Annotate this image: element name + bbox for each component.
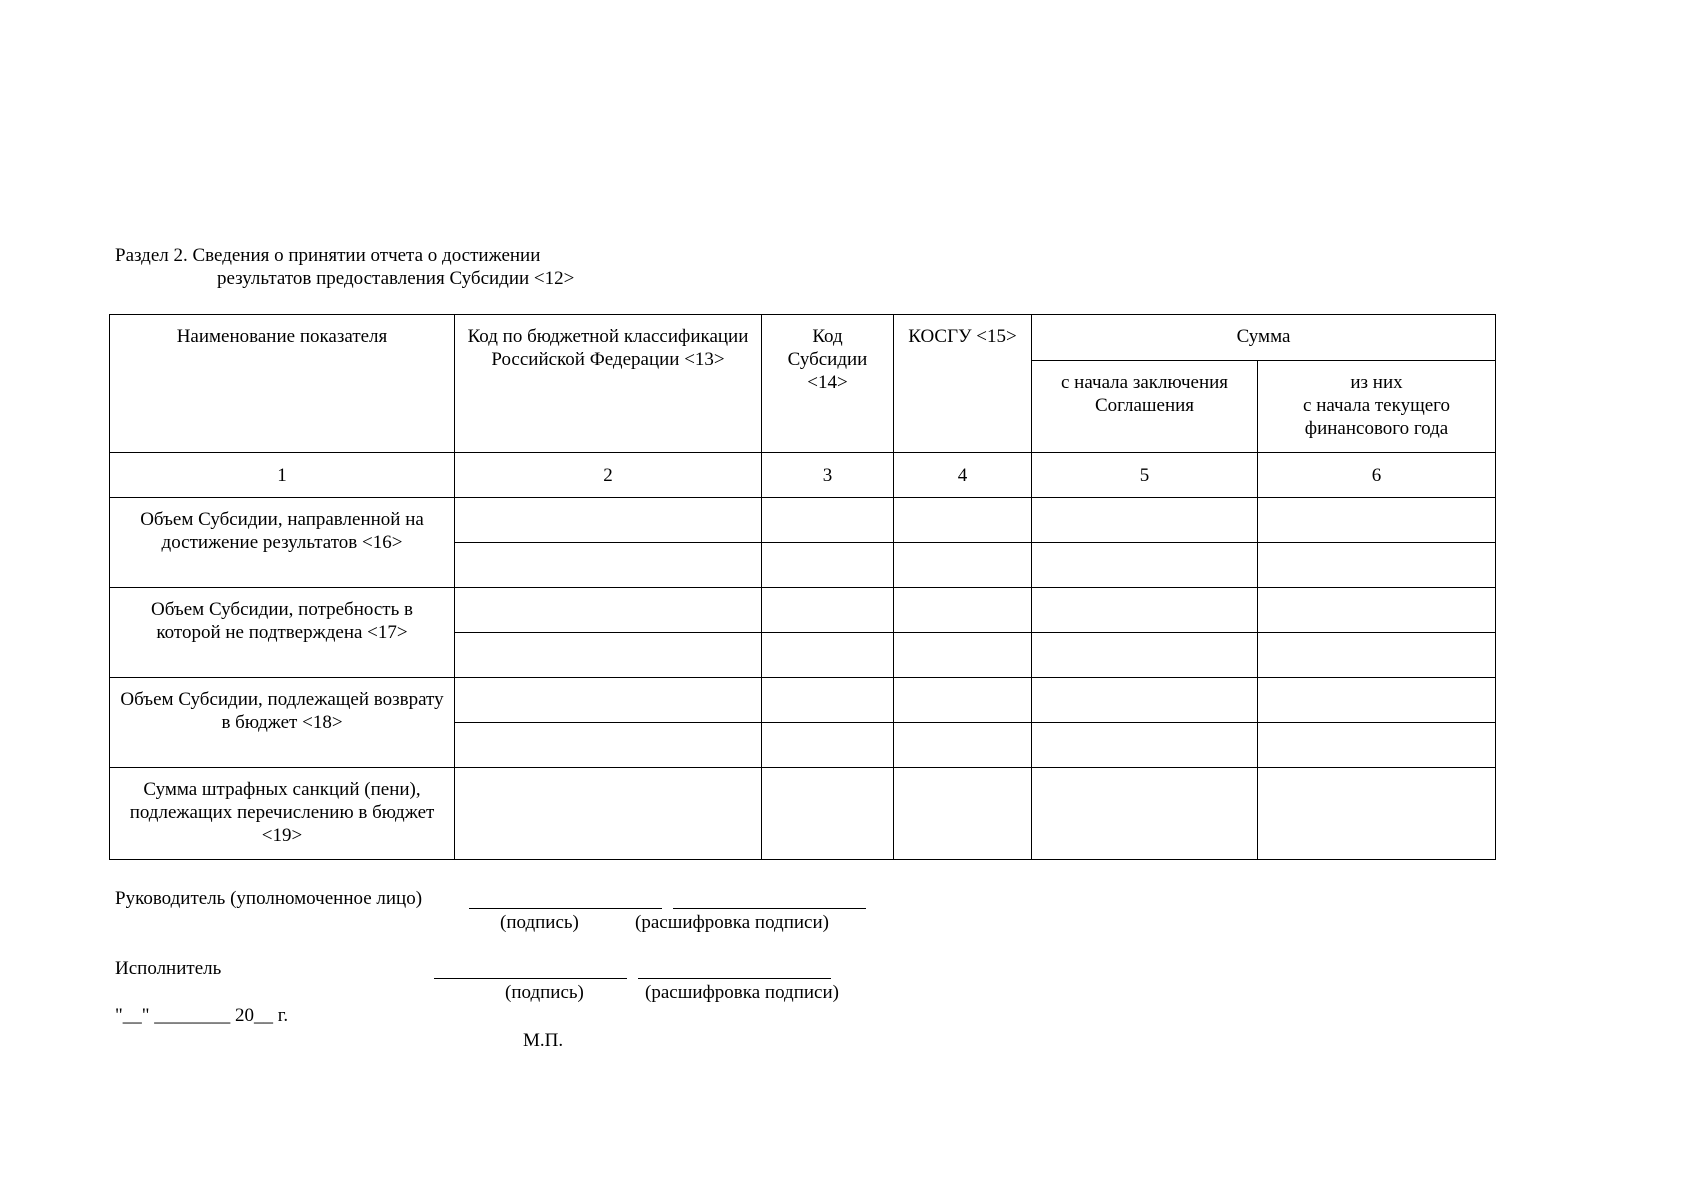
data-cell[interactable] xyxy=(762,678,894,723)
row-label: Объем Субсидии, потребность в которой не подтверждена <17> xyxy=(110,588,455,678)
column-number: 1 xyxy=(110,453,455,498)
header-current-year-l2: с начала текущего финансового года xyxy=(1303,395,1450,439)
data-cell[interactable] xyxy=(894,588,1032,633)
data-cell[interactable] xyxy=(1032,543,1258,588)
header-since-agreement: с начала заключения Соглашения xyxy=(1032,361,1258,453)
data-cell[interactable] xyxy=(894,498,1032,543)
column-number: 5 xyxy=(1032,453,1258,498)
data-cell[interactable] xyxy=(894,723,1032,768)
head-signature-caption: (подпись) xyxy=(500,912,579,933)
head-signature-line[interactable] xyxy=(469,908,662,909)
header-kosgu: КОСГУ <15> xyxy=(894,315,1032,453)
date-line[interactable]: "__" ________ 20__ г. xyxy=(115,1005,289,1026)
column-number: 6 xyxy=(1258,453,1496,498)
data-cell[interactable] xyxy=(894,678,1032,723)
data-cell[interactable] xyxy=(762,633,894,678)
data-cell[interactable] xyxy=(1258,633,1496,678)
header-sum: Сумма xyxy=(1032,315,1496,361)
column-number: 3 xyxy=(762,453,894,498)
section-heading-line2: результатов предоставления Субсидии <12> xyxy=(217,268,575,289)
data-cell[interactable] xyxy=(455,678,762,723)
section-heading-line1: Раздел 2. Сведения о принятии отчета о достижении xyxy=(115,245,541,266)
data-cell[interactable] xyxy=(455,633,762,678)
row-label: Сумма штрафных санкций (пени), подлежащих перечислению в бюджет <19> xyxy=(110,768,455,860)
data-cell[interactable] xyxy=(1032,768,1258,860)
data-cell[interactable] xyxy=(762,498,894,543)
stamp-label: М.П. xyxy=(523,1030,564,1051)
data-cell[interactable] xyxy=(455,768,762,860)
row-label: Объем Субсидии, подлежащей возврату в бюджет <18> xyxy=(110,678,455,768)
data-cell[interactable] xyxy=(1258,498,1496,543)
header-indicator-name: Наименование показателя xyxy=(110,315,455,453)
data-cell[interactable] xyxy=(1032,633,1258,678)
data-cell[interactable] xyxy=(1258,543,1496,588)
head-decryption-line[interactable] xyxy=(673,908,866,909)
row-label: Объем Субсидии, направленной на достижение результатов <16> xyxy=(110,498,455,588)
data-cell[interactable] xyxy=(894,543,1032,588)
column-number: 2 xyxy=(455,453,762,498)
data-cell[interactable] xyxy=(1258,768,1496,860)
data-cell[interactable] xyxy=(1032,588,1258,633)
data-cell[interactable] xyxy=(762,588,894,633)
data-cell[interactable] xyxy=(894,633,1032,678)
data-cell[interactable] xyxy=(762,543,894,588)
report-table xyxy=(109,314,1496,860)
executor-signature-caption: (подпись) xyxy=(505,982,584,1003)
executor-signature-line[interactable] xyxy=(434,978,627,979)
data-cell[interactable] xyxy=(762,723,894,768)
column-number: 4 xyxy=(894,453,1032,498)
section-heading xyxy=(115,244,574,290)
header-current-year-l1: из них xyxy=(1350,372,1403,393)
data-cell[interactable] xyxy=(762,768,894,860)
data-cell[interactable] xyxy=(1032,723,1258,768)
column-numbers-row xyxy=(110,453,1496,498)
table-row xyxy=(110,768,1496,860)
data-cell[interactable] xyxy=(455,543,762,588)
header-subsidy-code: Код Субсидии <14> xyxy=(762,315,894,453)
executor-decryption-caption: (расшифровка подписи) xyxy=(645,982,839,1003)
data-cell[interactable] xyxy=(1258,723,1496,768)
data-cell[interactable] xyxy=(1258,678,1496,723)
table-row xyxy=(110,678,1496,723)
header-current-year xyxy=(1258,361,1496,453)
table-row xyxy=(110,588,1496,633)
data-cell[interactable] xyxy=(455,588,762,633)
data-cell[interactable] xyxy=(1258,588,1496,633)
data-cell[interactable] xyxy=(455,498,762,543)
data-cell[interactable] xyxy=(894,768,1032,860)
header-budget-code: Код по бюджетной классификации Российской Федерации <13> xyxy=(455,315,762,453)
head-decryption-caption: (расшифровка подписи) xyxy=(635,912,829,933)
head-label: Руководитель (уполномоченное лицо) xyxy=(115,888,423,909)
data-cell[interactable] xyxy=(1032,678,1258,723)
data-cell[interactable] xyxy=(455,723,762,768)
executor-decryption-line[interactable] xyxy=(638,978,831,979)
table-row xyxy=(110,498,1496,543)
executor-label: Исполнитель xyxy=(115,958,222,979)
data-cell[interactable] xyxy=(1032,498,1258,543)
